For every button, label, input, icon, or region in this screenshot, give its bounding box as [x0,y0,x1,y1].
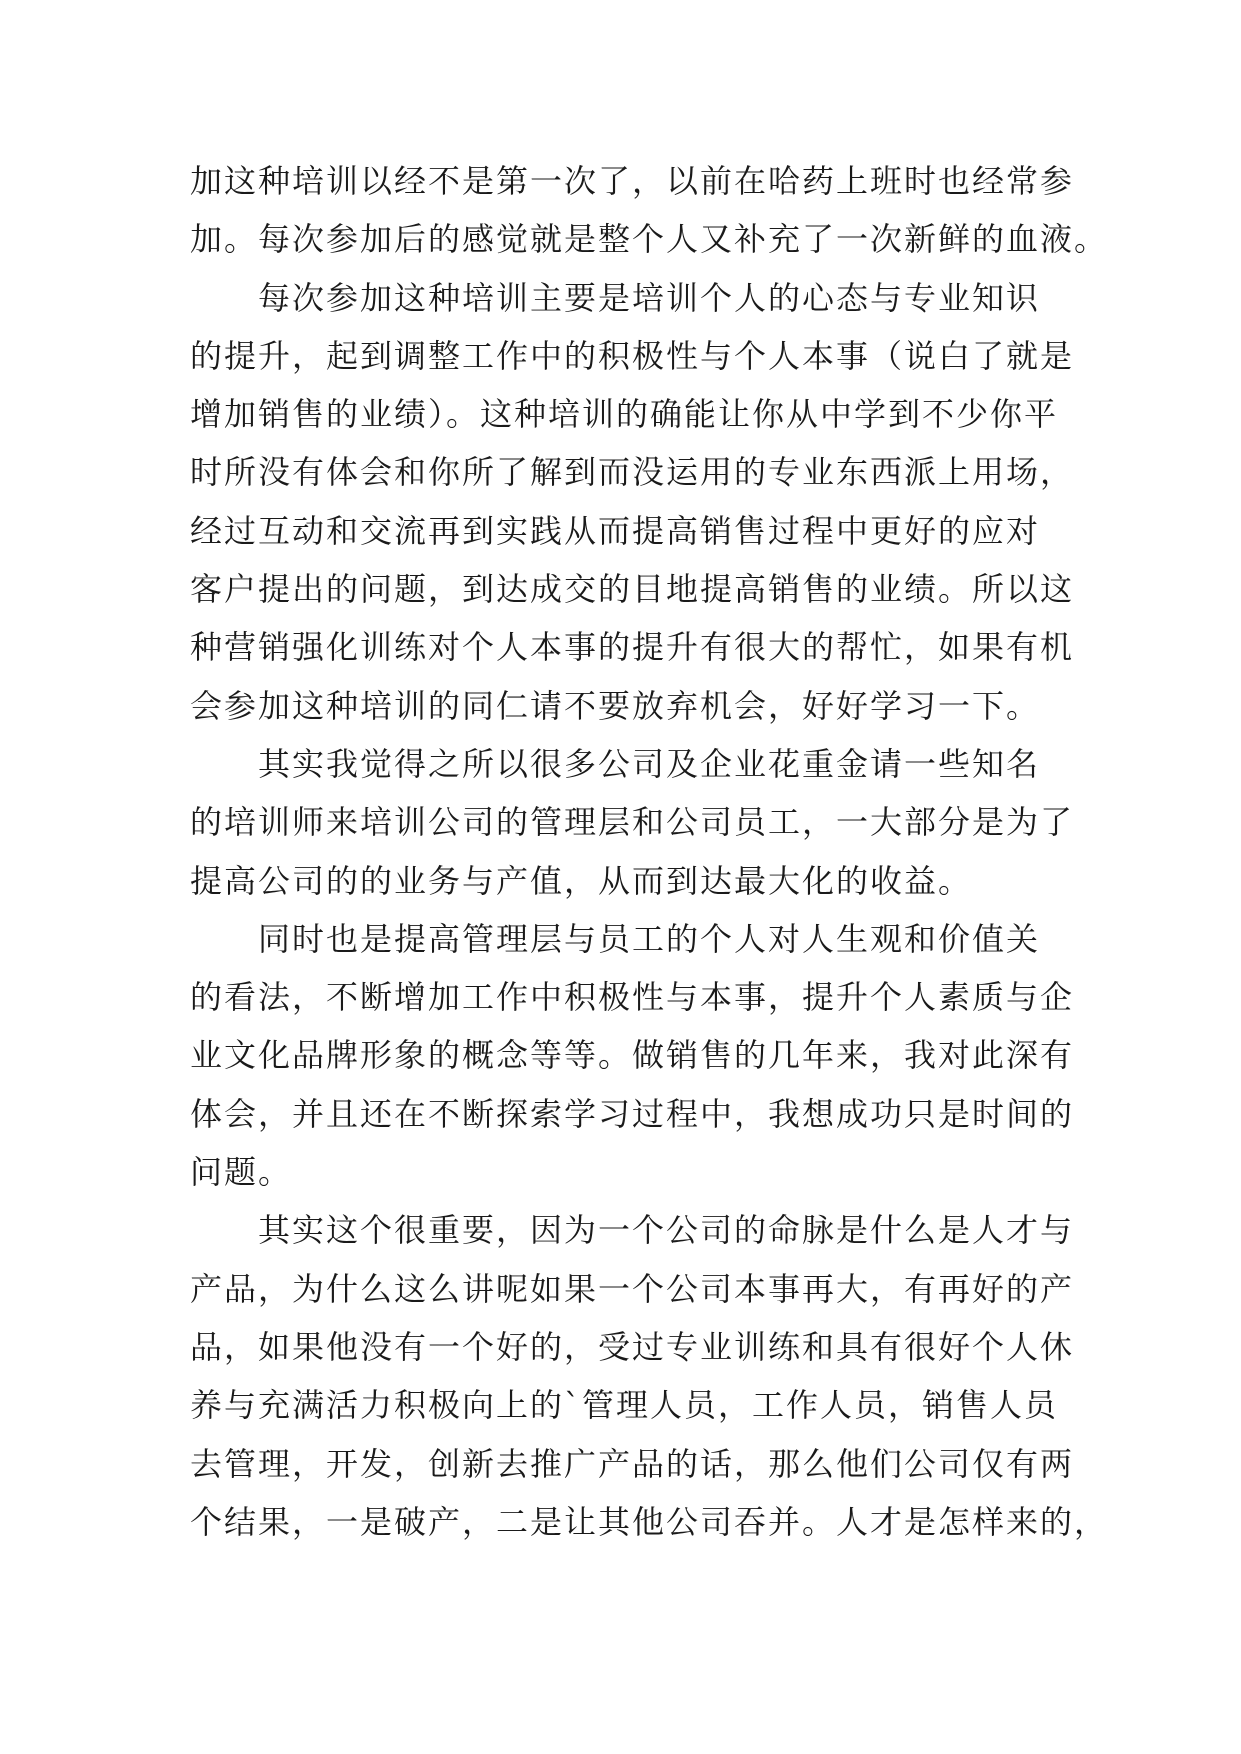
text-line: 经过互动和交流再到实践从而提高销售过程中更好的应对 [190,511,1041,550]
text-line: 种营销强化训练对个人本事的提升有很大的帮忙，如果有机 [190,628,1075,667]
text-line: 品，如果他没有一个好的，受过专业训练和具有很好个人休 [190,1327,1075,1366]
text-line: 的培训师来培训公司的管理层和公司员工，一大部分是为了 [190,803,1075,842]
paragraph-start-line: 同时也是提高管理层与员工的个人对人生观和价值关 [258,919,1041,958]
text-line: 问题。 [190,1153,293,1192]
body-text [190,152,1109,1551]
text-line: 个结果，一是破产，二是让其他公司吞并。人才是怎样来的， [190,1502,1109,1541]
text-line: 的看法，不断增加工作中积极性与本事，提升个人素质与企 [190,978,1075,1017]
text-line: 加这种培训以经不是第一次了，以前在哈药上班时也经常参 [190,162,1075,200]
text-line: 客户提出的问题，到达成交的目地提高销售的业绩。所以这 [190,570,1075,609]
text-line: 体会，并且还在不断探索学习过程中，我想成功只是时间的 [190,1094,1075,1133]
paragraph-start-line: 其实我觉得之所以很多公司及企业花重金请一些知名 [258,744,1041,783]
text-line: 时所没有体会和你所了解到而没运用的专业东西派上用场， [190,453,1075,492]
text-line: 产品，为什么这么讲呢如果一个公司本事再大，有再好的产 [190,1269,1075,1308]
text-line: 业文化品牌形象的概念等等。做销售的几年来，我对此深有 [190,1036,1075,1075]
text-line: 增加销售的业绩）。这种培训的确能让你从中学到不少你平 [190,395,1059,434]
text-line: 的提升，起到调整工作中的积极性与个人本事（说白了就是 [190,336,1075,375]
paragraph-start-line: 每次参加这种培训主要是培训个人的心态与专业知识 [258,278,1041,317]
text-line: 加。每次参加后的感觉就是整个人又补充了一次新鲜的血液。 [190,220,1109,259]
text-line: 去管理，开发，创新去推广产品的话，那么他们公司仅有两 [190,1444,1075,1483]
text-line: 提高公司的的业务与产值，从而到达最大化的收益。 [190,861,973,900]
text-line: 养与充满活力积极向上的`管理人员，工作人员，销售人员 [190,1386,1059,1425]
paragraph-start-line: 其实这个很重要，因为一个公司的命脉是什么是人才与 [258,1211,1075,1250]
text-line: 会参加这种培训的同仁请不要放弃机会，好好学习一下。 [190,686,1041,725]
